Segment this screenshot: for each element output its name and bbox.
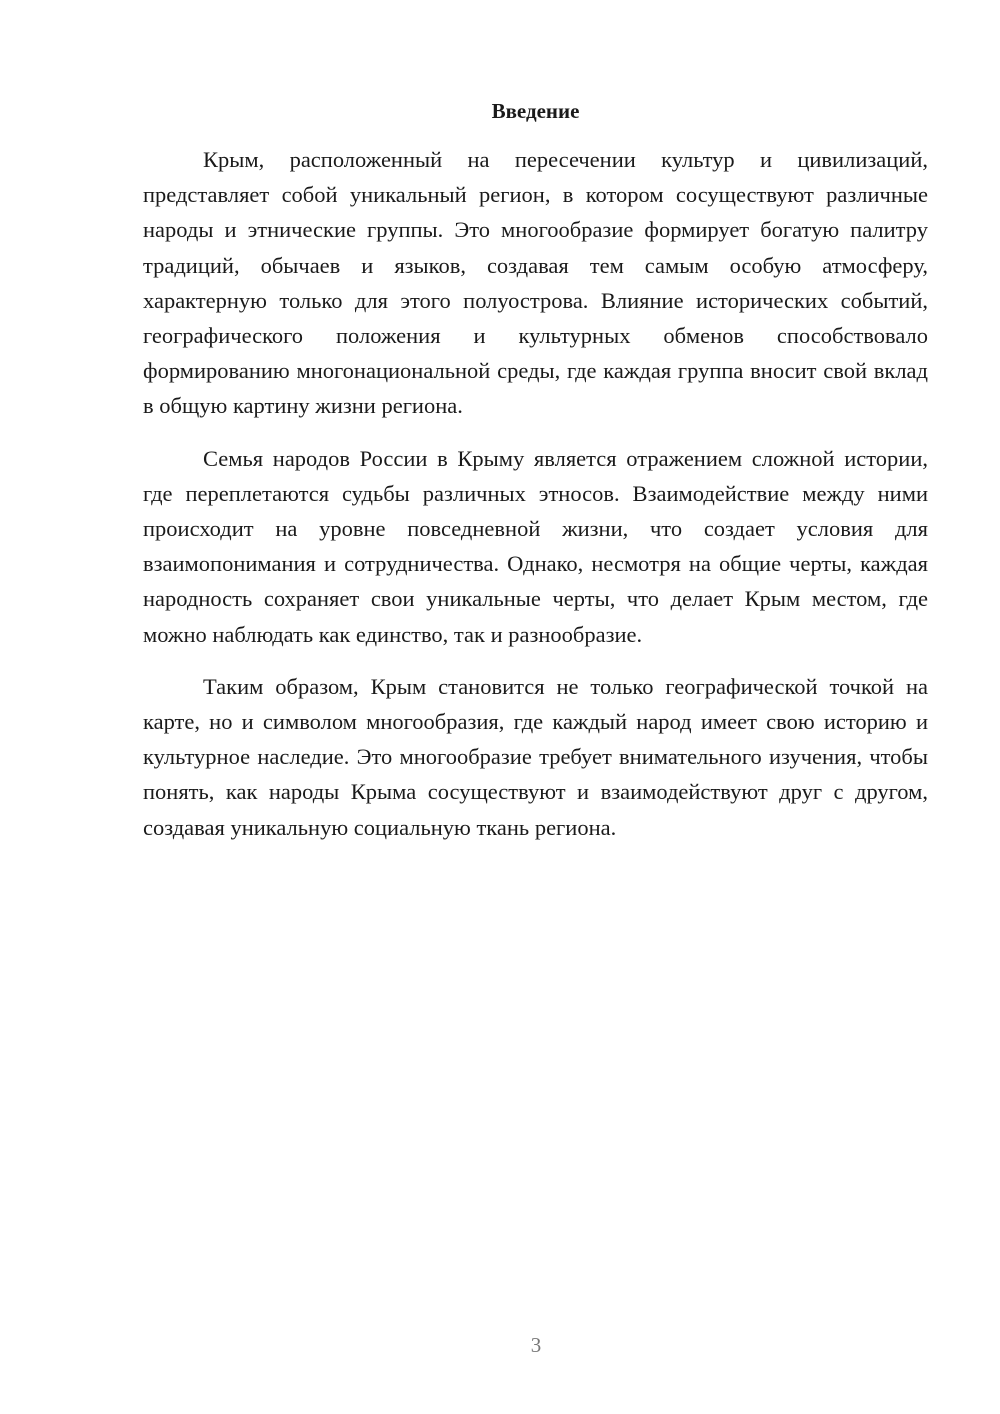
page-number: 3 <box>530 1333 542 1357</box>
section-heading: Введение <box>491 99 580 123</box>
paragraph-1: Крым, расположенный на пересечении культур и цивилизаций, представляет собой уникальный регион, в котором сосуществуют различные народы и этнические группы. Это многообразие формирует богатую палитру традиций, обычаев и языков, создавая тем самым особую атмосферу, характерную только для этого полуострова. Влияние исторических событий, географического положения и культурных обменов способствовало формированию многонациональной среды, где каждая группа вносит свой вклад в общую картину жизни региона. <box>143 147 928 419</box>
paragraph-2: Семья народов России в Крыму является отражением сложной истории, где переплетаются судьбы различных этносов. Взаимодействие между ними происходит на уровне повседневной жизни, что создает условия для взаимопонимания и сотрудничества. Однако, несмотря на общие черты, каждая народность сохраняет свои уникальные черты, что делает Крым местом, где можно наблюдать как единство, так и разнообразие. <box>143 445 928 647</box>
body-text <box>143 142 928 862</box>
paragraph-3: Таким образом, Крым становится не только географической точкой на карте, но и символом многообразия, где каждый народ имеет свою историю и культурное наследие. Это многообразие требует внимательного изучения, чтобы понять, как народы Крыма сосуществуют и взаимодействуют друг с другом, создавая уникальную социальную ткань региона. <box>143 673 928 840</box>
